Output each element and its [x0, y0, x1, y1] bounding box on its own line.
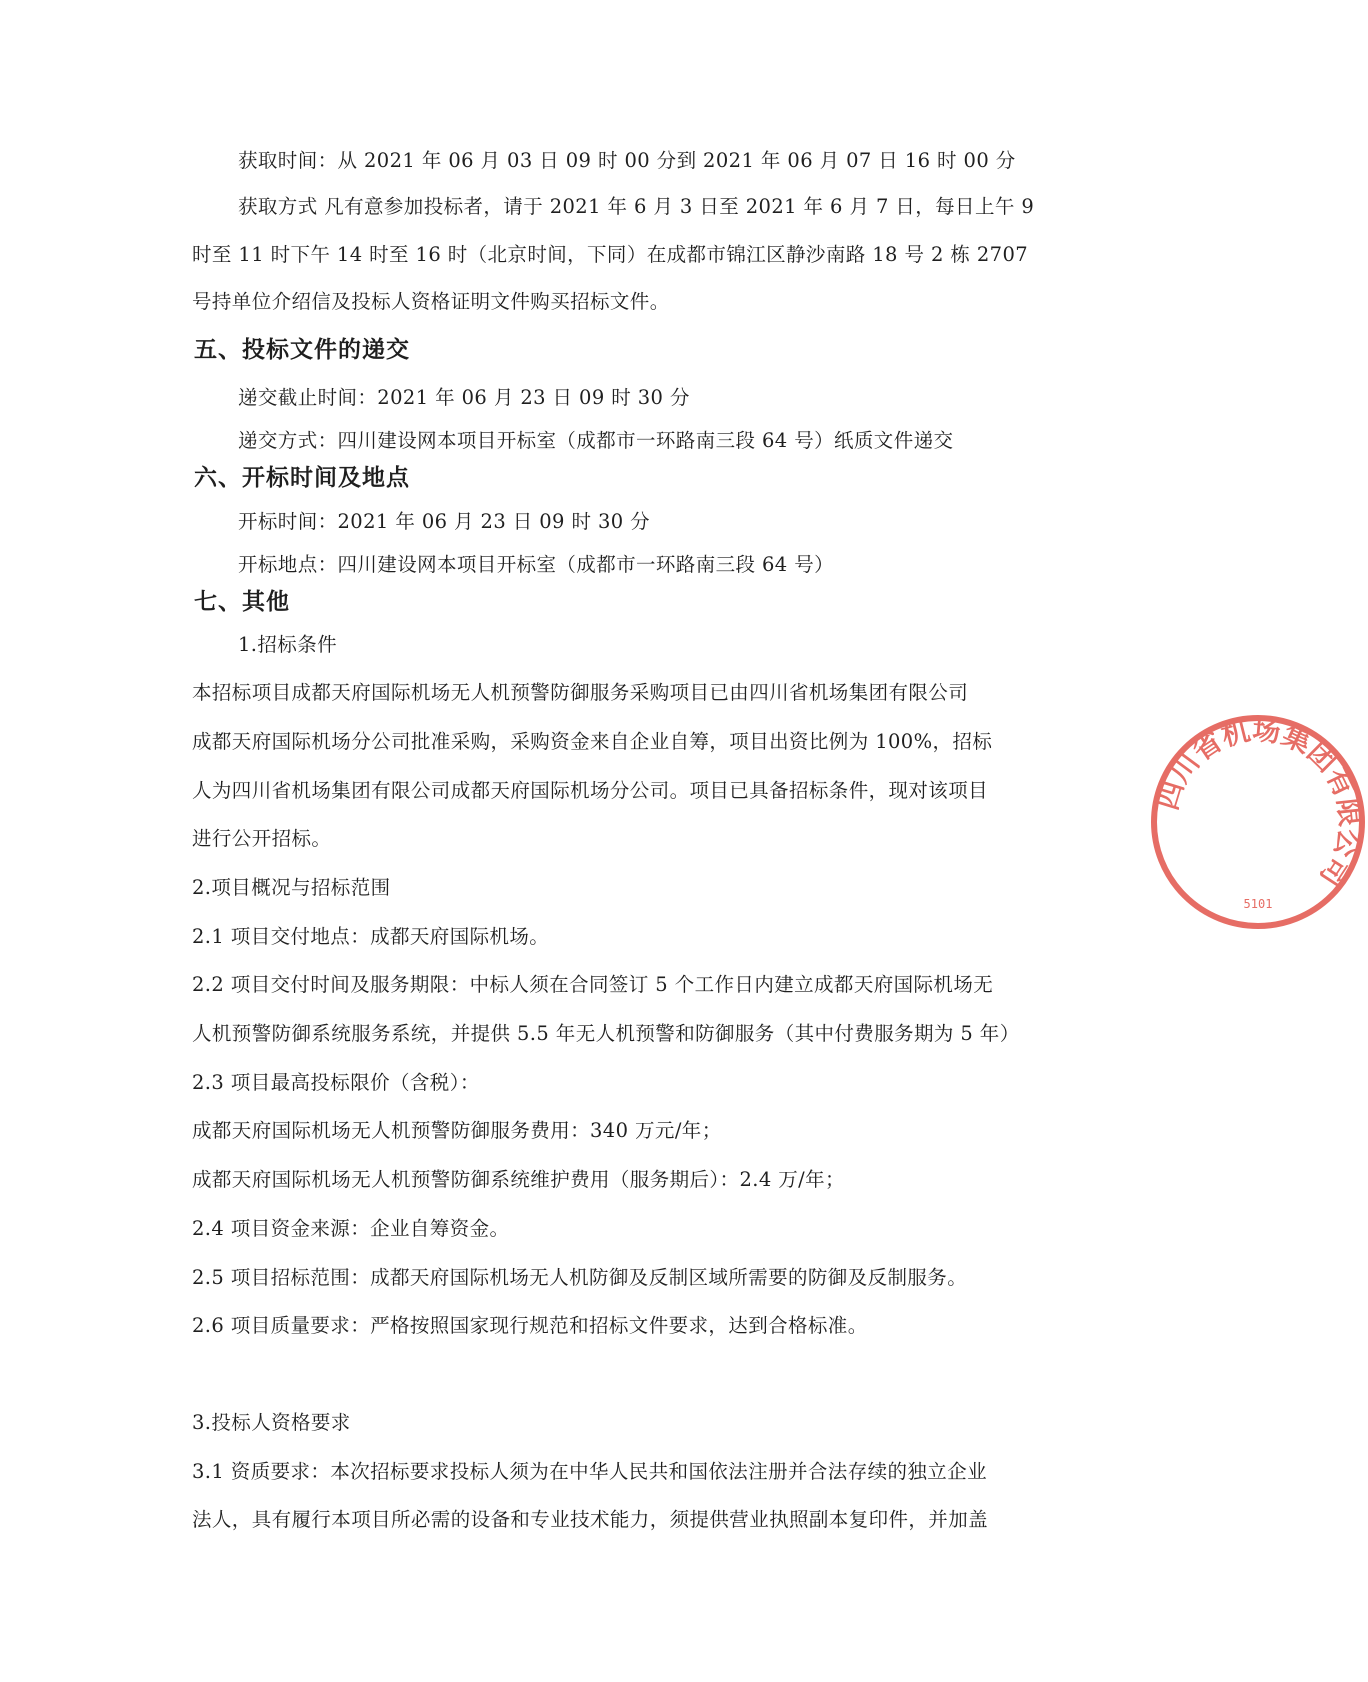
delivery-location: 2.1 项目交付地点：成都天府国际机场。: [192, 925, 550, 948]
company-seal-stamp: [1148, 712, 1368, 932]
delivery-time-line: 2.2 项目交付时间及服务期限：中标人须在合同签订 5 个工作日内建立成都天府国际机场无: [192, 973, 994, 996]
seal-text: 四川省机场集团有限公司: [1150, 713, 1367, 893]
tender-conditions-line: 人为四川省机场集团有限公司成都天府国际机场分公司。项目已具备招标条件，现对该项目: [192, 779, 989, 802]
submission-method: 递交方式：四川建设网本项目开标室（成都市一环路南三段 64 号）纸质文件递交: [238, 429, 954, 452]
subsection-2-title: 2.项目概况与招标范围: [192, 876, 391, 899]
acquire-method-line: 时至 11 时下午 14 时至 16 时（北京时间，下同）在成都市锦江区静沙南路 18 号 2 栋 2707: [192, 243, 1029, 266]
tender-scope: 2.5 项目招标范围：成都天府国际机场无人机防御及反制区域所需要的防御及反制服务。: [192, 1266, 968, 1289]
tender-conditions-line: 成都天府国际机场分公司批准采购，采购资金来自企业自筹，项目出资比例为 100%，招标: [192, 730, 993, 753]
section-6-heading: 六、开标时间及地点: [194, 465, 410, 491]
tender-conditions-line: 本招标项目成都天府国际机场无人机预警防御服务采购项目已由四川省机场集团有限公司: [192, 681, 969, 704]
acquire-time: 获取时间：从 2021 年 06 月 03 日 09 时 00 分到 2021 年 06 月 07 日 16 时 00 分: [238, 149, 1016, 172]
bid-opening-time: 开标时间：2021 年 06 月 23 日 09 时 30 分: [238, 510, 651, 533]
bid-opening-place: 开标地点：四川建设网本项目开标室（成都市一环路南三段 64 号）: [238, 553, 835, 576]
seal-code: 5101: [1243, 897, 1273, 911]
qualification-line: 法人，具有履行本项目所必需的设备和专业技术能力，须提供营业执照副本复印件，并加盖: [192, 1508, 989, 1531]
service-fee: 成都天府国际机场无人机预警防御服务费用：340 万元/年；: [192, 1119, 722, 1142]
subsection-3-title: 3.投标人资格要求: [192, 1411, 351, 1434]
submission-deadline: 递交截止时间：2021 年 06 月 23 日 09 时 30 分: [238, 386, 690, 409]
section-7-heading: 七、其他: [194, 589, 290, 615]
funding-source: 2.4 项目资金来源：企业自筹资金。: [192, 1217, 510, 1240]
delivery-time-line: 人机预警防御系统服务系统，并提供 5.5 年无人机预警和防御服务（其中付费服务期为 5 年）: [192, 1022, 1020, 1045]
max-bid-price-title: 2.3 项目最高投标限价（含税）：: [192, 1071, 480, 1094]
section-5-heading: 五、投标文件的递交: [194, 337, 410, 363]
acquire-method-line: 获取方式 凡有意参加投标者，请于 2021 年 6 月 3 日至 2021 年 6 月 7 日，每日上午 9: [238, 195, 1035, 218]
quality-requirement: 2.6 项目质量要求：严格按照国家现行规范和招标文件要求，达到合格标准。: [192, 1314, 868, 1337]
maintenance-fee: 成都天府国际机场无人机预警防御系统维护费用（服务期后）：2.4 万/年；: [192, 1168, 845, 1191]
subsection-1-title: 1.招标条件: [238, 633, 338, 656]
tender-conditions-line: 进行公开招标。: [192, 827, 332, 850]
acquire-method-line: 号持单位介绍信及投标人资格证明文件购买招标文件。: [192, 290, 670, 313]
qualification-line: 3.1 资质要求：本次招标要求投标人须为在中华人民共和国依法注册并合法存续的独立企业: [192, 1460, 988, 1483]
